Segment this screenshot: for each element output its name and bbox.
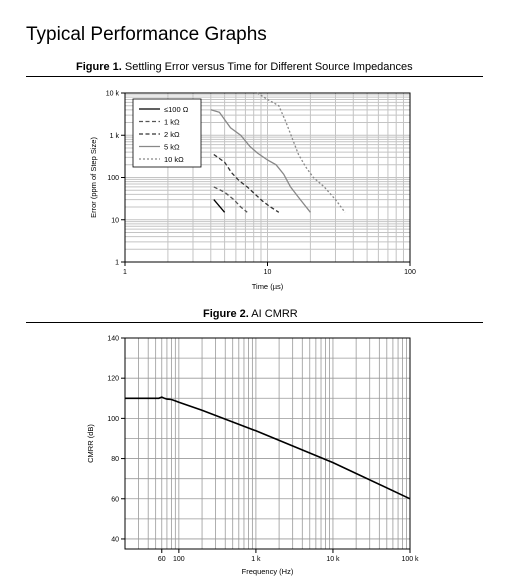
x-axis-label: Time (µs) bbox=[251, 282, 284, 291]
x-tick-label: 60 bbox=[157, 556, 166, 563]
y-tick-label: 100 bbox=[107, 415, 119, 423]
legend-label: 1 kΩ bbox=[164, 117, 180, 127]
legend-label: 10 kΩ bbox=[164, 154, 184, 164]
y-tick-label: 1 k bbox=[109, 132, 119, 140]
y-axis-label: CMRR (dB) bbox=[86, 424, 95, 463]
x-tick-label: 10 bbox=[263, 269, 272, 276]
y-tick-label: 40 bbox=[111, 536, 119, 544]
y-tick-label: 120 bbox=[107, 375, 119, 383]
x-tick-label: 100 k bbox=[401, 556, 419, 563]
figure-1-number: Figure 1. bbox=[76, 61, 122, 73]
plot-area bbox=[125, 338, 410, 549]
y-tick-label: 10 bbox=[111, 217, 119, 225]
figure-2-caption-text: AI CMRR bbox=[251, 308, 298, 320]
x-axis-label: Frequency (Hz) bbox=[241, 567, 294, 576]
y-tick-label: 80 bbox=[111, 456, 119, 464]
x-tick-label: 10 k bbox=[326, 556, 340, 563]
y-tick-label: 1 bbox=[115, 259, 119, 267]
settling-error-chart bbox=[89, 91, 416, 292]
y-tick-label: 140 bbox=[107, 335, 119, 343]
x-tick-label: 100 bbox=[404, 269, 416, 276]
cmrr-chart bbox=[86, 336, 419, 577]
page-title: Typical Performance Graphs bbox=[26, 24, 267, 45]
legend-label: ≤100 Ω bbox=[164, 104, 189, 114]
legend-label: 2 kΩ bbox=[164, 129, 180, 139]
x-tick-label: 1 bbox=[123, 269, 127, 276]
x-tick-label: 1 k bbox=[251, 556, 261, 563]
figure-2-number: Figure 2. bbox=[203, 308, 249, 320]
y-axis-label: Error (ppm of Step Size) bbox=[89, 137, 98, 218]
y-tick-label: 60 bbox=[111, 496, 119, 504]
x-tick-label: 100 bbox=[173, 556, 185, 563]
legend-label: 5 kΩ bbox=[164, 142, 180, 152]
y-tick-label: 100 bbox=[107, 175, 119, 182]
y-tick-label: 10 k bbox=[105, 90, 119, 98]
figure-1-caption-text: Settling Error versus Time for Different Source Impedances bbox=[124, 61, 413, 73]
